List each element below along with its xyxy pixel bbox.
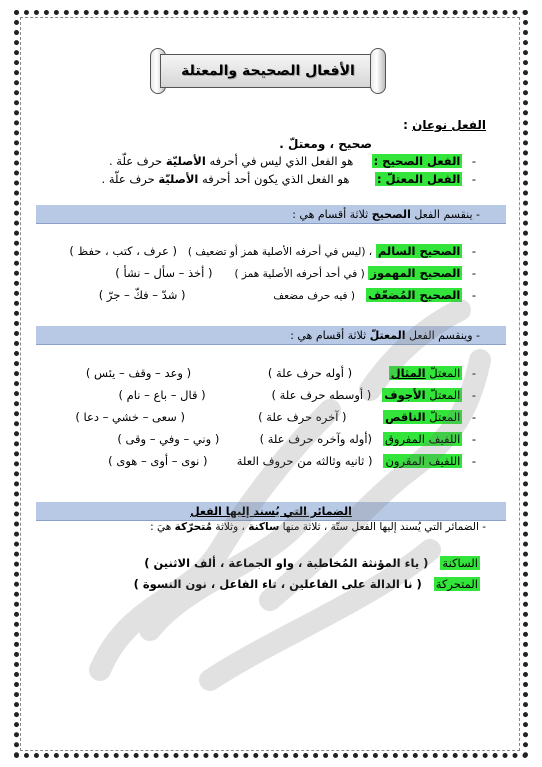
mutal-desc: ( أوسطه حرف علة ) bbox=[271, 388, 372, 402]
mutal-examples: ( سعى – خشي – دعا ) bbox=[75, 410, 185, 424]
sahih-desc: ( في أحد أحرفه الأصلية همز ) bbox=[234, 268, 365, 280]
def-text-a: هو الفعل الذي ليس في أحرفه bbox=[209, 154, 354, 168]
mutal-label-a: المعتلّ bbox=[429, 410, 461, 424]
sahih-row: - الصحيح المُضعّف ( فيه حرف مضعف ( شدّ – فكّ – جرّ ) bbox=[98, 288, 477, 302]
sahih-desc: ( فيه حرف مضعف bbox=[273, 290, 356, 302]
section1-heading-text: الفعل نوعان bbox=[412, 118, 486, 132]
sahih-examples: ( عرف ، كتب ، حفظ ) bbox=[69, 244, 177, 258]
section1-heading bbox=[403, 118, 486, 132]
pronoun-text: ( ياء المؤنثة المُخاطبة ، واو الجماعة ، ألف الاثنين ) bbox=[144, 556, 429, 570]
band-sahih: - ينقسم الفعل الصحيح ثلاثة أقسام هي : bbox=[36, 205, 506, 224]
mutal-label-a: اللفيف bbox=[428, 432, 461, 446]
mutal-row: - المعتلّ الأجوف ( أوسطه حرف علة ) ( قال – باع – نام ) bbox=[118, 388, 477, 402]
section1-types: صحيح ، ومعتلّ . bbox=[279, 137, 372, 151]
pronouns-intro-a: - الضمائر التي يُسند إليها الفعل ستّة ، ثلاثة منها bbox=[282, 521, 486, 533]
sahih-label: الصحيح المهموز bbox=[370, 266, 461, 280]
pronoun-row-mutaharrika bbox=[134, 577, 480, 591]
mutal-label-b: الناقص bbox=[385, 410, 426, 424]
mutal-label-b: المفروق bbox=[384, 432, 425, 446]
mutal-examples: ( وعد – وقف – يئس ) bbox=[85, 366, 192, 380]
mutal-label-b: المثال bbox=[390, 366, 426, 380]
sahih-row: - الصحيح السالم ، (ليس في أحرفه الأصلية همز أو تضعيف ) ( عرف ، كتب ، حفظ ) bbox=[69, 244, 477, 258]
pronouns-intro-e: هيَ : bbox=[150, 521, 172, 533]
pronoun-label: المتحركة bbox=[435, 577, 478, 591]
sahih-label: الصحيح السالم bbox=[377, 244, 461, 258]
def-label-mutal: الفعل المعتلّ : bbox=[377, 172, 461, 186]
pronoun-label: الساكنة bbox=[442, 556, 478, 570]
sahih-examples: ( أخذ – سأل – نشأ ) bbox=[115, 266, 213, 280]
band-pronouns bbox=[36, 502, 506, 521]
def-bold: الأصليّة bbox=[165, 154, 206, 168]
mutal-examples: ( نوى – أوى – هوى ) bbox=[108, 454, 208, 468]
def-label-sahih: الفعل الصحيح : bbox=[373, 154, 461, 168]
band-pronouns-text: الضمائر التي يُسند إليها الفعل bbox=[190, 505, 352, 518]
section1-heading-colon: : bbox=[403, 118, 408, 132]
mutal-label-a: المعتلّ bbox=[429, 388, 461, 402]
mutal-desc: ( أوله حرف علة ) bbox=[267, 366, 353, 380]
mutal-label-b: المقرون bbox=[385, 454, 425, 468]
def-row-mutal: - الفعل المعتلّ : هو الفعل الذي يكون أحد أحرفه الأصليّة حرف علّة . bbox=[101, 172, 477, 186]
band-sahih-pre: ينقسم الفعل bbox=[414, 208, 473, 221]
title-scroll bbox=[150, 48, 386, 94]
def-bold: الأصليّة bbox=[158, 172, 199, 186]
def-text-a: هو الفعل الذي يكون أحد أحرفه bbox=[202, 172, 350, 186]
sahih-desc: ، (ليس في أحرفه الأصلية همز أو تضعيف ) bbox=[187, 246, 373, 258]
band-sahih-post: ثلاثة أقسام هي : bbox=[292, 208, 369, 221]
mutal-row: - اللفيف المقرون ( ثانيه وثالثه من حروف العلة ( نوى – أوى – هوى ) bbox=[108, 454, 477, 468]
pronoun-row-sakina bbox=[144, 556, 480, 570]
pronouns-intro-c: ، وثلاثة bbox=[215, 521, 245, 533]
mutal-label-b: الأجوف bbox=[384, 388, 426, 402]
pronouns-intro-b: ساكنة bbox=[248, 521, 280, 533]
page-title: الأفعال الصحيحة والمعتلة bbox=[181, 63, 355, 79]
band-sahih-bold: الصحيح bbox=[371, 208, 411, 221]
mutal-examples: ( وني – وفي – وقى ) bbox=[117, 432, 220, 446]
pronouns-intro bbox=[150, 521, 486, 533]
mutal-desc: ( آخره حرف علة ) bbox=[258, 410, 347, 424]
title-banner bbox=[160, 54, 376, 88]
mutal-examples: ( قال – باع – نام ) bbox=[118, 388, 206, 402]
mutal-row: - المعتلّ الناقص ( آخره حرف علة ) ( سعى – خشي – دعا ) bbox=[75, 410, 477, 424]
band-mutal: - وينقسم الفعل المعتلّ ثلاثة أقسام هي : bbox=[36, 326, 506, 345]
def-text-b: حرف علّة . bbox=[101, 172, 155, 186]
mutal-row: - المعتلّ المثال ( أوله حرف علة ) ( وعد – وقف – يئس ) bbox=[85, 366, 477, 380]
def-text-b: حرف علّة . bbox=[108, 154, 163, 168]
sahih-examples: ( شدّ – فكّ – جرّ ) bbox=[98, 288, 186, 302]
sahih-label: الصحيح المُضعّف bbox=[367, 288, 461, 302]
mutal-row: - اللفيف المفروق (أوله وآخره حرف علة ) ( وني – وفي – وقى ) bbox=[117, 432, 477, 446]
band-mutal-bold: المعتلّ bbox=[369, 329, 406, 342]
def-row-sahih: - الفعل الصحيح : هو الفعل الذي ليس في أحرفه الأصليّة حرف علّة . bbox=[108, 154, 477, 168]
sahih-row: - الصحيح المهموز ( في أحد أحرفه الأصلية همز ) ( أخذ – سأل – نشأ ) bbox=[115, 266, 477, 280]
mutal-desc: (أوله وآخره حرف علة ) bbox=[259, 432, 373, 446]
mutal-desc: ( ثانيه وثالثه من حروف العلة bbox=[236, 454, 373, 468]
scroll-roll-right bbox=[370, 48, 386, 94]
mutal-label-a: المعتلّ bbox=[429, 366, 461, 380]
band-mutal-post: ثلاثة أقسام هي : bbox=[290, 329, 367, 342]
pronoun-text: ( نا الدالة على الفاعلين ، تاء الفاعل ، نون النسوة ) bbox=[133, 577, 422, 591]
band-mutal-pre: وينقسم الفعل bbox=[409, 329, 473, 342]
mutal-label-a: اللفيف bbox=[428, 454, 461, 468]
pronouns-intro-d: مُتحرّكة bbox=[174, 521, 213, 533]
